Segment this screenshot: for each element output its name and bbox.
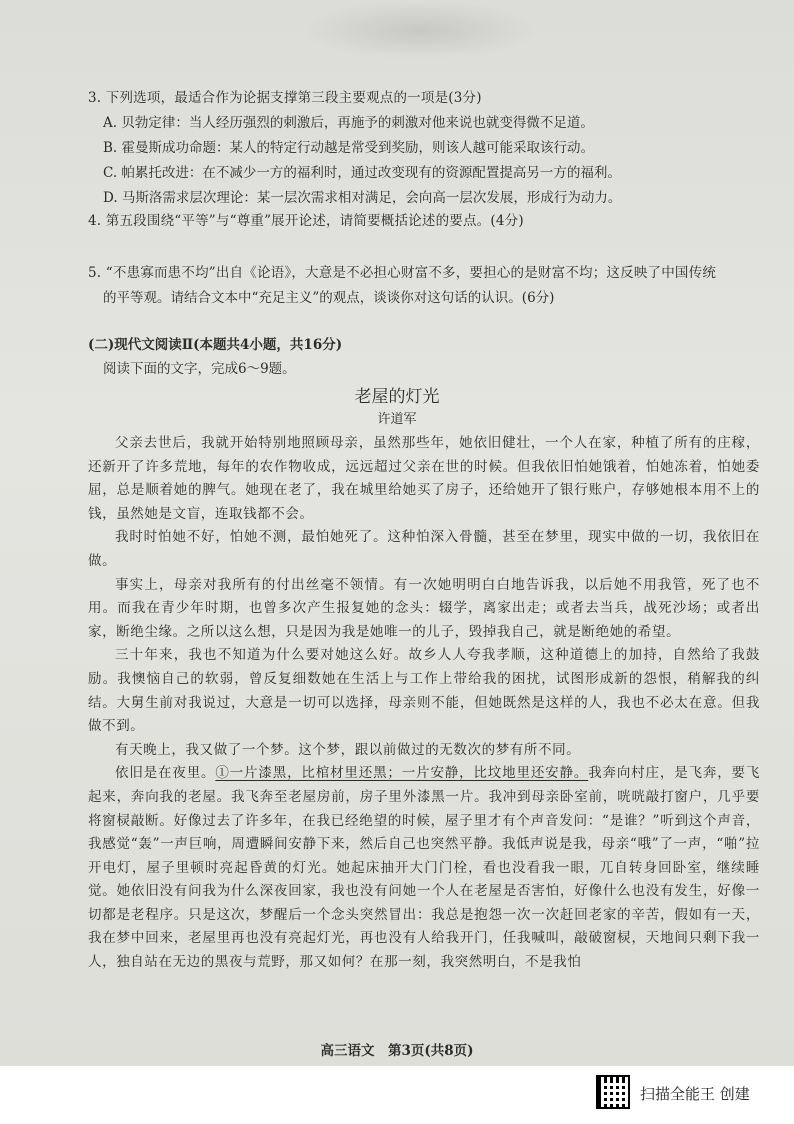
paragraph-6-rest: 我奔向村庄，是飞奔，要飞起来，奔向我的老屋。我飞奔至老屋房前，房子里外漆黑一片。我冲到母亲卧室前，咣咣敲打窗户，几乎要将窗棂敲断。好像过去了许多年，在我已经绝望的时候，屋子里才有个声音发问：“是谁？”听到这个声音，我感觉“轰”一声巨响，周遭瞬间安静下来，然后自己也突然平静。我低声说是我，母亲“哦”了一声，“啪”拉开电灯，屋子里顿时亮起昏黄的灯光。她起床抽开大门门栓，看也没看我一眼，兀自转身回卧室，继续睡觉。她依旧没有问我为什么深夜回家，我也没有问她一个人在老屋是否害怕，好像什么也没有发生，好像一切都是老程序。只是这次，梦醒后一个念头突然冒出：我总是抱怨一次一次赶回老家的辛苦，假如有一天，我在梦中回来，老屋里再也没有亮起灯光，再也没有人给我开门，任我喊叫，敲破窗棂，天地间只剩下我一人，独自站在无边的黑夜与荒野，那又如何？在那一刻，我突然明白，不是我怕 <box>88 765 760 971</box>
paragraph-6 <box>88 762 760 974</box>
paragraph-1: 父亲去世后，我就开始特别地照顾母亲，虽然那些年，她依旧健壮，一个人在家，种植了所有的庄稼，还新开了许多荒地，每年的农作物收成，远远超过父亲在世的时候。但我依旧怕她饿着，怕她冻着，怕她委屈，总是顺着她的脾气。她现在老了，我在城里给她买了房子，还给她开了银行账户，存够她根本用不上的钱，虽然她是文盲，连取钱都不会。 <box>88 435 760 522</box>
question-3-option-d: D. 马斯洛需求层次理论：某一层次需求相对满足，会向高一层次发展，形成行为动力。 <box>103 190 622 206</box>
question-5-line-2: 的平等观。请结合文本中“充足主义”的观点，谈谈你对这句话的认识。(6分) <box>103 290 555 306</box>
underlined-sentence-1: ①一片漆黑，比棺材里还黑；一片安静，比坟地里还安静。 <box>215 765 589 782</box>
paragraph-3: 事实上，母亲对我所有的付出丝毫不领情。有一次她明明白白地告诉我，以后她不用我管，死了也不用。而我在青少年时期，也曾多次产生报复她的念头：辍学，离家出走；或者去当兵，战死沙场；或者出家，断绝尘缘。之所以这么想，只是因为我是她唯一的儿子，毁掉我自己，就是断绝她的希望。 <box>88 576 760 640</box>
qr-code-icon <box>596 1075 630 1109</box>
question-3-option-b: B. 霍曼斯成功命题：某人的特定行动越是常受到奖励，则该人越可能采取该行动。 <box>103 140 595 156</box>
question-3-option-c: C. 帕累托改进：在不减少一方的福利时，通过改变现有的资源配置提高另一方的福利。 <box>103 165 621 181</box>
paragraph-5: 有天晚上，我又做了一个梦。这个梦，跟以前做过的无数次的梦有所不同。 <box>115 741 581 758</box>
question-5-line-1: 5. “不患寡而患不均”出自《论语》，大意是不必担心财富不多，要担心的是财富不均；这反映了中国传统 <box>88 265 717 281</box>
article-author: 许道军 <box>377 412 417 427</box>
scanner-watermark: 扫描全能王 创建 <box>640 1085 750 1103</box>
question-3-stem: 3. 下列选项，最适合作为论据支撑第三段主要观点的一项是(3分) <box>88 90 482 106</box>
paragraph-4: 三十年来，我也不知道为什么要对她这么好。故乡人人夸我孝顺，这种道德上的加持，自然给了我鼓励。我懊恼自己的软弱，曾反复细数她在生活上与工作上带给我的困扰，试图形成新的怨恨，稍解我的纠结。大舅生前对我说过，大意是一切可以选择，母亲则不能，但她既然是这样的人，我也不必太在意。但我做不到。 <box>88 647 760 735</box>
section-instruction: 阅读下面的文字，完成6～9题。 <box>103 361 296 377</box>
page-footer: 高三语文 第3页(共8页) <box>320 1043 474 1059</box>
question-3-option-a: A. 贝勃定律：当人经历强烈的刺激后，再施予的刺激对他来说也就变得微不足道。 <box>103 115 594 131</box>
section-heading: (二)现代文阅读Ⅱ(本题共4小题，共16分) <box>88 337 343 353</box>
article-title: 老屋的灯光 <box>354 387 440 407</box>
paragraph-2: 我时时怕她不好，怕她不测，最怕她死了。这种怕深入骨髓，甚至在梦里，现实中做的一切，我依旧在做。 <box>88 529 760 569</box>
paragraph-6-start: 依旧是在夜里。 <box>115 765 216 782</box>
question-4: 4. 第五段围绕“平等”与“尊重”展开论述，请简要概括论述的要点。(4分) <box>88 213 524 229</box>
scan-bleed-through <box>300 0 540 60</box>
article-body <box>88 432 760 975</box>
